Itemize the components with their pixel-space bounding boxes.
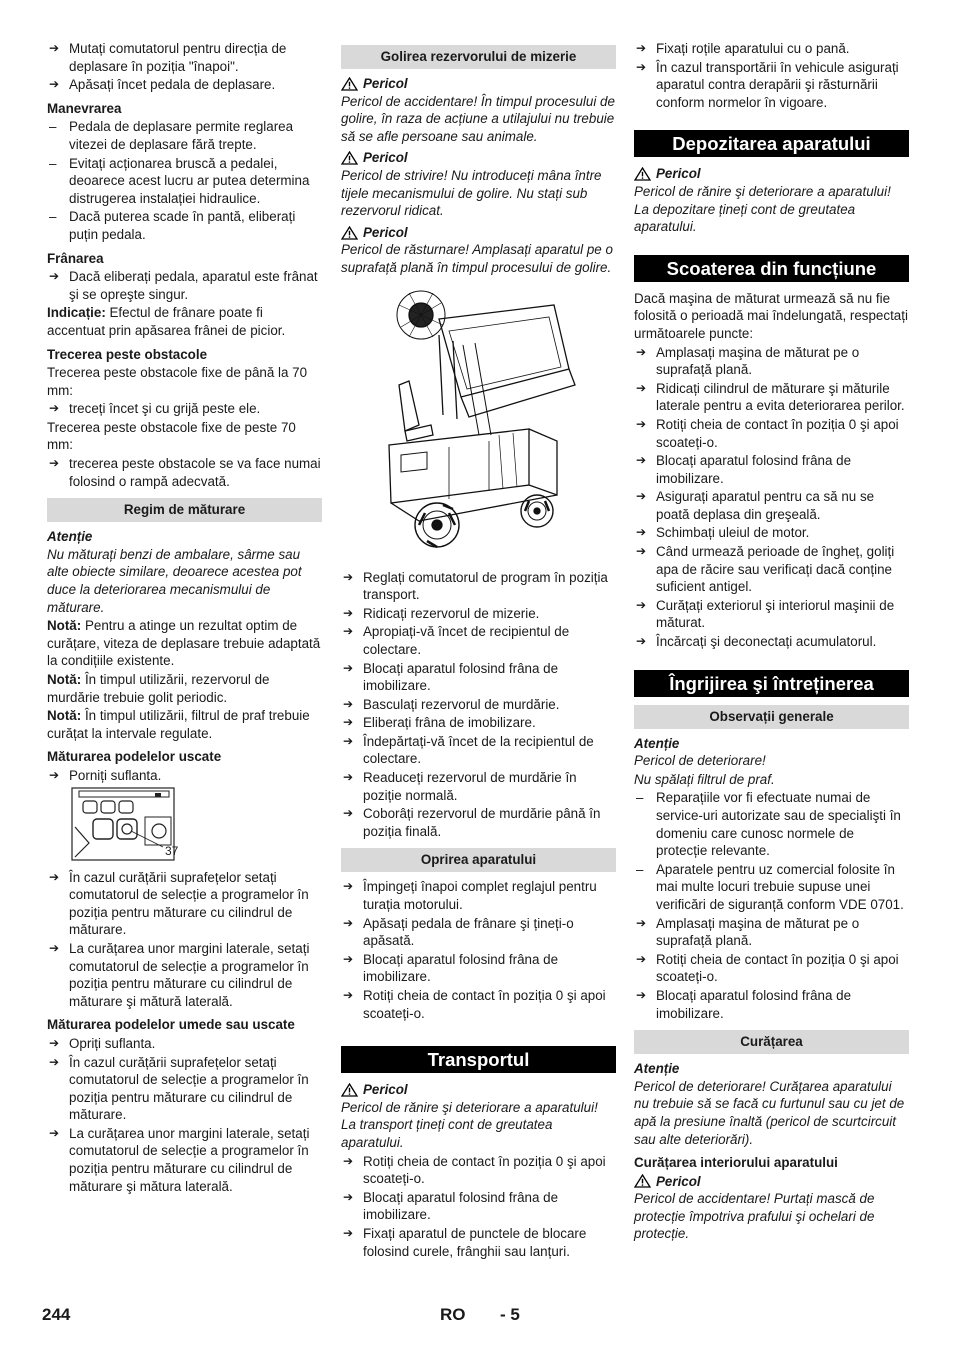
danger-label	[341, 75, 616, 93]
danger-text: Pericol	[363, 76, 408, 91]
danger-description: Pericol de accidentare! Purtați mască de protecție împotriva prafului şi ochelari de protecție.	[634, 1191, 875, 1242]
instruction-step: ➔ Împingeți înapoi complet reglajul pentru turația motorului.	[341, 878, 616, 913]
note-paragraph	[47, 617, 322, 670]
instruction-step: ➔ În cazul curățării suprafețelor setați comutatorul de selecție a programelor în poziția pentru măturare cu cilindrul de măturare.	[47, 1054, 322, 1124]
instruction-step: ➔ Dacă eliberați pedala, aparatul este frânat şi se opreşte singur.	[47, 268, 322, 303]
instruction-step: ➔ Amplasați maşina de măturat pe o suprafață plană.	[634, 344, 909, 379]
instruction-step: ➔ Amplasați maşina de măturat pe o suprafață plană.	[634, 915, 909, 950]
instruction-step: ➔ Rotiți cheia de contact în poziția 0 şi apoi scoateți-o.	[341, 1153, 616, 1188]
danger-text: Pericol	[363, 150, 408, 166]
instruction-step: ➔ treceți încet şi cu grijă peste ele.	[47, 400, 322, 418]
attention-label: Atenție	[634, 1061, 680, 1077]
instruction-step: ➔ Rotiți cheia de contact în poziția 0 şi apoi scoateți-o.	[341, 987, 616, 1022]
note-paragraph	[47, 671, 322, 706]
subheading-obstacole: Trecerea peste obstacole	[47, 346, 208, 362]
note-label: Notă:	[47, 618, 82, 634]
instruction-step: ➔ Apăsați pedala de frânare şi țineți-o apăsată.	[341, 915, 616, 950]
instruction-step: ➔ Readuceți rezervorul de murdărie în poziție normală.	[341, 769, 616, 804]
warning-triangle-icon	[341, 226, 358, 240]
instruction-step: ➔ Apropiați-vă încet de recipientul de colectare.	[341, 623, 616, 658]
instruction-step: ➔ Asigurați aparatul pentru ca să nu se poată deplasa din greşeală.	[634, 488, 909, 523]
instruction-step: ➔ Coborâți rezervorul de murdărie până în poziția finală.	[341, 805, 616, 840]
control-panel-figure	[47, 787, 322, 865]
instruction-step: ➔ La curățarea unor margini laterale, setați comutatorul de selecție a programelor în poziția pentru măturare cu cilindrul de măturare şi mătură laterală.	[47, 940, 322, 1010]
instruction-step: ➔ Încărcați şi deconectați acumulatorul.	[634, 633, 909, 651]
subheading-umede: Măturarea podelelor umede sau uscate	[47, 1017, 295, 1033]
section-header-depozitare: Depozitarea aparatului	[634, 130, 909, 157]
instruction-step: ➔ Rotiți cheia de contact în poziția 0 şi apoi scoateți-o.	[634, 951, 909, 986]
indication-text: Efectul de frânare poate fi accentuat prin apăsarea frânei de picior.	[47, 305, 286, 338]
note-text: În timpul utilizării, rezervorul de murdărie trebuie golit periodic.	[47, 672, 270, 705]
instruction-step: ➔ Fixați aparatul de punctele de blocare folosind curele, frânghii sau lanțuri.	[341, 1225, 616, 1260]
danger-description: Pericol de rănire şi deteriorare a aparatului! La transport țineți cont de greutatea aparatului.	[341, 1099, 598, 1150]
warning-triangle-icon	[634, 167, 651, 181]
instruction-step: ➔ Basculați rezervorul de murdărie.	[341, 696, 616, 714]
instruction-step: ➔ Ridicați rezervorul de mizerie.	[341, 605, 616, 623]
sweeper-machine-figure	[341, 285, 616, 567]
danger-description: Pericol de răsturnare! Amplasați aparatul pe o suprafață plană în timpul procesului de golire.	[341, 242, 613, 275]
page-number: 244	[42, 1305, 71, 1324]
instruction-step: ➔ Eliberați frâna de imobilizare.	[341, 714, 616, 732]
subheading-uscate: Măturarea podelelor uscate	[47, 749, 222, 765]
subheading-franarea: Frânarea	[47, 250, 104, 266]
sub-page-number	[500, 1306, 520, 1324]
instruction-step: ➔ Blocați aparatul folosind frâna de imobilizare.	[341, 1189, 616, 1224]
list-item: – Reparațiile vor fi efectuate numai de service-uri autorizate sau de specialişti în domeniu care cunosc normele de protecție relevante.	[634, 789, 909, 859]
list-item: – Pedala de deplasare permite reglarea vitezei de deplasare fără trepte.	[47, 118, 322, 153]
instruction-step: ➔ Mutați comutatorul pentru direcția de deplasare în poziția "înapoi".	[47, 40, 322, 75]
section-header-scoatere: Scoaterea din funcțiune	[634, 255, 909, 282]
instruction-step: ➔ Blocați aparatul folosind frâna de imobilizare.	[341, 660, 616, 695]
attention-text: Nu spălați filtrul de praf.	[634, 771, 775, 787]
paragraph: Trecerea peste obstacole fixe de peste 70 mm:	[47, 419, 296, 453]
instruction-step: ➔ Opriți suflanta.	[47, 1035, 322, 1053]
attention-label: Atenție	[47, 529, 93, 545]
warning-triangle-icon	[634, 1174, 651, 1188]
language-code: RO	[440, 1305, 466, 1324]
note-text: În timpul utilizării, filtrul de praf trebuie curățat la intervale regulate.	[47, 708, 310, 741]
note-label: Notă:	[47, 672, 82, 687]
section-header-ingrijire: Îngrijirea şi întreținerea	[634, 670, 909, 697]
instruction-step: ➔ Rotiți cheia de contact în poziția 0 şi apoi scoateți-o.	[634, 416, 909, 451]
instruction-step: ➔ Îndepărtați-vă încet de la recipientul de colectare.	[341, 733, 616, 768]
note-label: Notă:	[47, 708, 82, 724]
note-text: Pentru a atinge un rezultat optim de curățare, viteza de deplasare trebuie adaptată la condițiile existente.	[47, 618, 321, 669]
instruction-step: ➔ În cazul curățării suprafețelor setați comutatorul de selecție a programelor în poziția pentru măturare cu cilindrul de măturare.	[47, 869, 322, 939]
danger-description: Pericol de strivire! Nu introduceți mâna între tijele mecanismului de golire. Nu stați sub rezervorul ridicat.	[341, 167, 602, 219]
sweeper-dumping-illustration	[379, 285, 579, 557]
instruction-step: ➔ Porniți suflanta.	[47, 767, 322, 785]
danger-label	[634, 1173, 909, 1191]
instruction-step: ➔ În cazul transportării în vehicule asigurați aparatul contra derapării şi răsturnării conform normelor în vigoare.	[634, 59, 909, 112]
instruction-step: ➔ Blocați aparatul folosind frâna de imobilizare.	[634, 452, 909, 487]
instruction-step: ➔ Când urmează perioade de îngheț, goliți apa de răcire sau verificați dacă conține suficient antigel.	[634, 543, 909, 596]
instruction-step: ➔ Curățați exteriorul şi interiorul maşinii de măturat.	[634, 597, 909, 632]
instruction-step: ➔ Blocați aparatul folosind frâna de imobilizare.	[634, 987, 909, 1022]
subheading-manevrarea: Manevrarea	[47, 100, 122, 116]
danger-label	[341, 224, 616, 242]
column-2	[341, 40, 616, 1261]
instruction-step: ➔ trecerea peste obstacole se va face numai folosind o rampă adecvată.	[47, 455, 322, 490]
figure-callout-number: 37	[165, 843, 179, 858]
section-bar-observatii: Observații generale	[634, 705, 909, 729]
warning-triangle-icon	[341, 1083, 358, 1097]
subheading-interior: Curățarea interiorului aparatului	[634, 1155, 838, 1171]
attention-label: Atenție	[634, 735, 680, 751]
instruction-step: ➔ Apăsați încet pedala de deplasare.	[47, 76, 322, 94]
attention-text: Nu măturați benzi de ambalare, sârme sau alte obiecte similare, deoarece acestea pot duce la deteriorarea mecanismului de măturare.	[47, 546, 302, 615]
paragraph: Trecerea peste obstacole fixe de până la 70 mm:	[47, 365, 308, 398]
column-1	[47, 40, 322, 1196]
list-item: – Dacă puterea scade în pantă, eliberați puțin pedala.	[47, 208, 322, 243]
danger-text: Pericol	[656, 166, 701, 182]
instruction-step: ➔ Reglați comutatorul de program în poziția transport.	[341, 569, 616, 604]
indication-label: Indicație:	[47, 305, 106, 321]
section-bar-regim: Regim de măturare	[47, 498, 322, 522]
section-bar-curatarea: Curățarea	[634, 1030, 909, 1054]
danger-label	[634, 165, 909, 183]
control-panel-illustration	[71, 787, 211, 863]
paragraph: Dacă maşina de măturat urmează să nu fie folosită o perioadă mai îndelungată, respectați următoarele puncte:	[634, 290, 908, 341]
instruction-step: ➔ Ridicați cilindrul de măturare şi măturile laterale pentru a evita deteriorarea perilor.	[634, 380, 909, 415]
list-item: – Evitați acționarea bruscă a pedalei, deoarece acest lucru ar putea determina distrugerea instalației hidraulice.	[47, 155, 322, 208]
danger-description: Pericol de rănire şi deteriorare a aparatului! La depozitare țineți cont de greutatea aparatului.	[634, 183, 891, 235]
instruction-step: ➔ La curățarea unor margini laterale, setați comutatorul de selecție a programelor în poziția pentru măturare cu cilindrul de măturare şi mătura laterală.	[47, 1125, 322, 1195]
danger-text: Pericol	[363, 224, 408, 240]
section-bar-oprire: Oprirea aparatului	[341, 848, 616, 872]
instruction-step: ➔ Schimbați uleiul de motor.	[634, 524, 909, 542]
danger-label	[341, 1081, 616, 1099]
instruction-step: ➔ Blocați aparatul folosind frâna de imobilizare.	[341, 951, 616, 986]
danger-label	[341, 149, 616, 167]
section-bar-golire: Golirea rezervorului de mizerie	[341, 45, 616, 69]
danger-text: Pericol	[363, 1082, 408, 1098]
warning-triangle-icon	[341, 151, 358, 165]
sub-page-text: - 5	[500, 1305, 520, 1324]
danger-description: Pericol de accidentare! În timpul procesului de golire, în raza de acțiune a utilajului nu trebuie să se afle persoane sau animale.	[341, 93, 615, 144]
list-item: – Aparatele pentru uz comercial folosite în mai multe locuri trebuie supuse unei verificări de siguranță conform VDE 0701.	[634, 861, 909, 914]
danger-text: Pericol	[656, 1173, 701, 1189]
warning-triangle-icon	[341, 77, 358, 91]
section-header-transport: Transportul	[341, 1046, 616, 1073]
instruction-step: ➔ Fixați roțile aparatului cu o pană.	[634, 40, 909, 58]
indication-paragraph	[47, 304, 322, 339]
column-3	[634, 40, 909, 1244]
attention-text: Pericol de deteriorare!	[634, 753, 766, 769]
note-paragraph	[47, 707, 322, 742]
attention-text: Pericol de deteriorare! Curățarea aparatului nu trebuie să se facă cu furtunul sau cu jet de apă la presiune înaltă (pericol de scurtcircuit sau alte deteriorări).	[634, 1078, 905, 1147]
